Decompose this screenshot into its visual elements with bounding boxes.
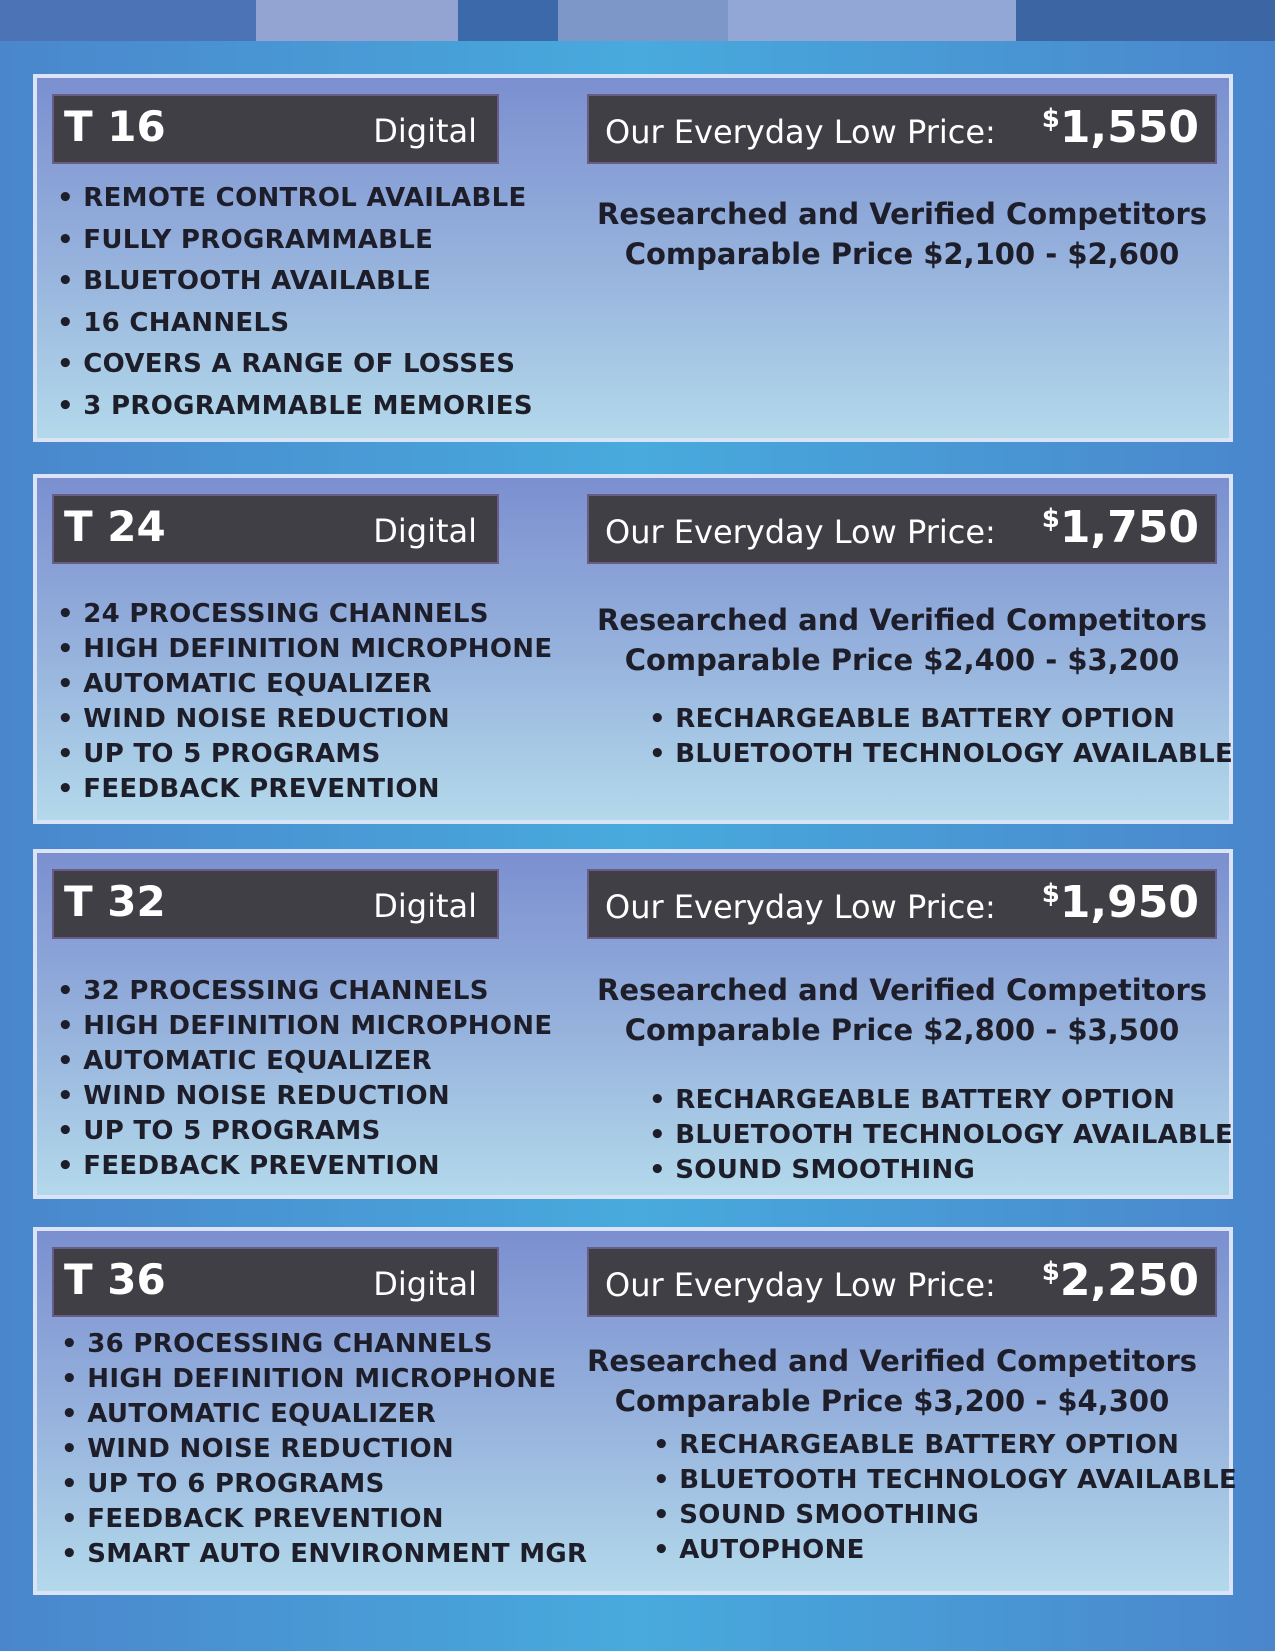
competitor-line-1: Researched and Verified Competitors	[596, 603, 1208, 637]
extra-feature-item: • RECHARGEABLE BATTERY OPTION	[653, 1428, 1237, 1463]
feature-item: • UP TO 5 PROGRAMS	[57, 1114, 552, 1149]
price-amount: 2,250	[1059, 1255, 1199, 1306]
extra-feature-item: • RECHARGEABLE BATTERY OPTION	[649, 702, 1233, 737]
feature-item: • FEEDBACK PREVENTION	[57, 772, 552, 807]
competitor-price-note	[587, 970, 1217, 1050]
price-bar	[587, 1247, 1217, 1317]
feature-list	[61, 1327, 587, 1572]
feature-item: • COVERS A RANGE OF LOSSES	[57, 344, 533, 386]
feature-list	[57, 974, 552, 1184]
feature-item: • 32 PROCESSING CHANNELS	[57, 974, 552, 1009]
extra-feature-item: • BLUETOOTH TECHNOLOGY AVAILABLE	[649, 1118, 1233, 1153]
model-bar	[52, 869, 499, 939]
currency-symbol: $	[1041, 879, 1060, 909]
feature-item: • AUTOMATIC EQUALIZER	[57, 667, 552, 702]
product-card-t36	[33, 1227, 1238, 1595]
product-card-t16	[33, 74, 1233, 442]
header-strip-segment	[1016, 0, 1275, 41]
price-value	[1042, 1255, 1199, 1306]
feature-item: • UP TO 5 PROGRAMS	[57, 737, 552, 772]
feature-item: • AUTOMATIC EQUALIZER	[61, 1397, 587, 1432]
currency-symbol: $	[1041, 504, 1060, 534]
header-strip-segment	[0, 0, 256, 41]
header-strip-segment	[458, 0, 558, 41]
feature-item: • UP TO 6 PROGRAMS	[61, 1467, 587, 1502]
feature-item: • FEEDBACK PREVENTION	[57, 1149, 552, 1184]
model-type: Digital	[373, 1265, 477, 1303]
model-bar	[52, 494, 499, 564]
model-name: T 36	[64, 1255, 166, 1304]
extra-feature-list	[649, 1083, 1233, 1188]
competitor-line-1: Researched and Verified Competitors	[586, 1344, 1198, 1378]
currency-symbol: $	[1041, 104, 1060, 134]
model-name: T 24	[64, 502, 166, 551]
competitor-line-2: Comparable Price $2,100 - $2,600	[624, 237, 1180, 271]
feature-item: • REMOTE CONTROL AVAILABLE	[57, 178, 533, 220]
currency-symbol: $	[1041, 1257, 1060, 1287]
feature-item: • 3 PROGRAMMABLE MEMORIES	[57, 386, 533, 428]
feature-item: • WIND NOISE REDUCTION	[57, 702, 552, 737]
feature-item: • HIGH DEFINITION MICROPHONE	[57, 632, 552, 667]
price-label: Our Everyday Low Price:	[605, 1266, 996, 1304]
feature-list	[57, 178, 533, 427]
competitor-price-note	[587, 194, 1217, 274]
header-color-strip	[0, 0, 1275, 41]
extra-feature-item: • RECHARGEABLE BATTERY OPTION	[649, 1083, 1233, 1118]
product-card-t24	[33, 474, 1233, 824]
extra-feature-item: • BLUETOOTH TECHNOLOGY AVAILABLE	[649, 737, 1233, 772]
model-type: Digital	[373, 887, 477, 925]
feature-list	[57, 597, 552, 807]
extra-feature-item: • BLUETOOTH TECHNOLOGY AVAILABLE	[653, 1463, 1237, 1498]
competitor-line-2: Comparable Price $2,800 - $3,500	[624, 1013, 1180, 1047]
feature-item: • HIGH DEFINITION MICROPHONE	[61, 1362, 587, 1397]
extra-feature-list	[649, 702, 1233, 772]
header-strip-segment	[728, 0, 1016, 41]
feature-item: • SMART AUTO ENVIRONMENT MGR	[61, 1537, 587, 1572]
price-value	[1042, 502, 1199, 553]
competitor-line-2: Comparable Price $2,400 - $3,200	[624, 643, 1180, 677]
price-label: Our Everyday Low Price:	[605, 888, 996, 926]
product-card-t32	[33, 849, 1233, 1199]
feature-item: • BLUETOOTH AVAILABLE	[57, 261, 533, 303]
competitor-price-note	[587, 600, 1217, 680]
feature-item: • 36 PROCESSING CHANNELS	[61, 1327, 587, 1362]
competitor-price-note	[577, 1341, 1207, 1421]
competitor-line-1: Researched and Verified Competitors	[596, 197, 1208, 231]
price-value	[1042, 877, 1199, 928]
price-bar	[587, 869, 1217, 939]
feature-item: • 16 CHANNELS	[57, 303, 533, 345]
extra-feature-item: • AUTOPHONE	[653, 1533, 1237, 1568]
feature-item: • WIND NOISE REDUCTION	[61, 1432, 587, 1467]
price-amount: 1,950	[1059, 877, 1199, 928]
price-label: Our Everyday Low Price:	[605, 113, 996, 151]
competitor-line-1: Researched and Verified Competitors	[596, 973, 1208, 1007]
price-bar	[587, 494, 1217, 564]
feature-item: • AUTOMATIC EQUALIZER	[57, 1044, 552, 1079]
model-bar	[52, 1247, 499, 1317]
extra-feature-list	[653, 1428, 1237, 1568]
feature-item: • 24 PROCESSING CHANNELS	[57, 597, 552, 632]
model-type: Digital	[373, 112, 477, 150]
price-amount: 1,750	[1059, 502, 1199, 553]
feature-item: • WIND NOISE REDUCTION	[57, 1079, 552, 1114]
feature-item: • HIGH DEFINITION MICROPHONE	[57, 1009, 552, 1044]
model-type: Digital	[373, 512, 477, 550]
feature-item: • FEEDBACK PREVENTION	[61, 1502, 587, 1537]
header-strip-segment	[256, 0, 458, 41]
feature-item: • FULLY PROGRAMMABLE	[57, 220, 533, 262]
model-name: T 16	[64, 102, 166, 151]
header-strip-segment	[558, 0, 728, 41]
model-name: T 32	[64, 877, 166, 926]
model-bar	[52, 94, 499, 164]
price-bar	[587, 94, 1217, 164]
price-value	[1042, 102, 1199, 153]
extra-feature-item: • SOUND SMOOTHING	[649, 1153, 1233, 1188]
price-amount: 1,550	[1059, 102, 1199, 153]
competitor-line-2: Comparable Price $3,200 - $4,300	[614, 1384, 1170, 1418]
price-label: Our Everyday Low Price:	[605, 513, 996, 551]
extra-feature-item: • SOUND SMOOTHING	[653, 1498, 1237, 1533]
